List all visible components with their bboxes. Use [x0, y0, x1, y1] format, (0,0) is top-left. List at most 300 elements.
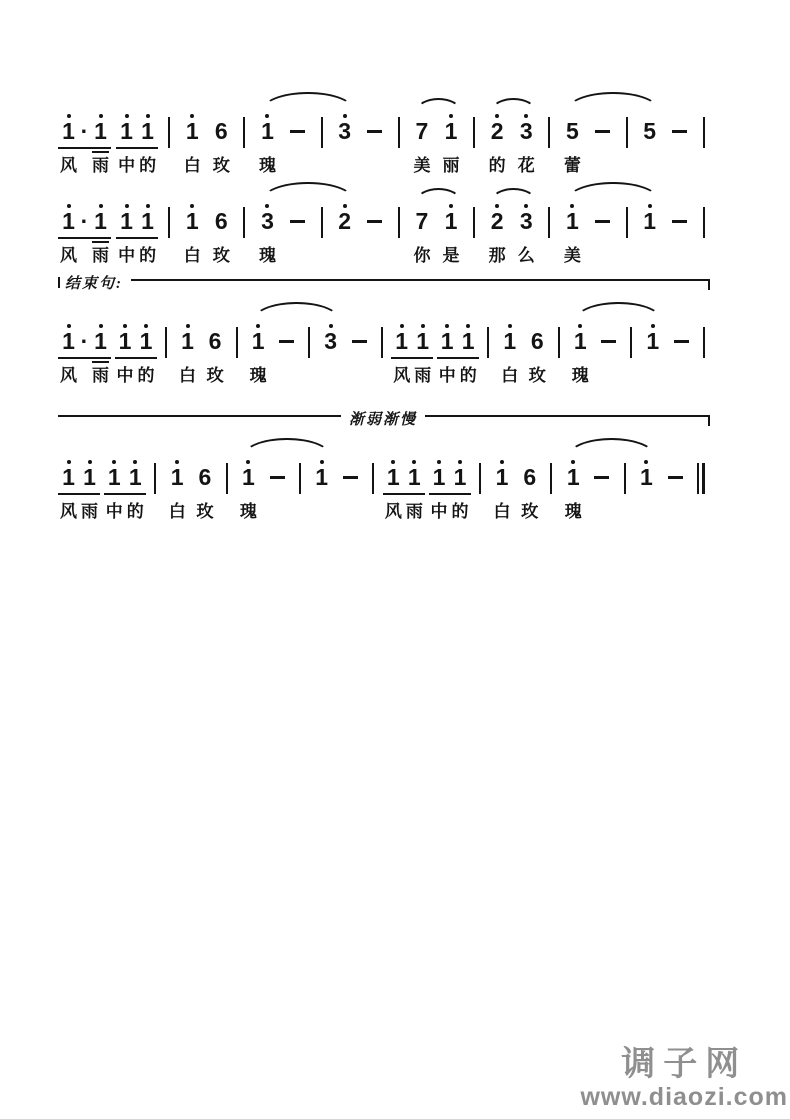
note [209, 110, 233, 178]
barline-stroke [243, 117, 245, 148]
barline [376, 320, 388, 358]
lyric-char: 美 [563, 246, 581, 265]
lyric-char: 丽 [442, 156, 460, 175]
dash-stroke [595, 220, 610, 223]
dash-stroke [672, 220, 687, 223]
note-number: 5 [643, 118, 657, 144]
note-number: 5 [566, 118, 579, 144]
note [90, 110, 111, 178]
eighth-underline [79, 147, 90, 149]
underline-zone [383, 491, 404, 500]
notation-row [58, 86, 710, 178]
note-number: 1 [94, 118, 107, 144]
lyric-char: 雨 [92, 156, 109, 175]
note [333, 200, 357, 268]
note-number: 1 [444, 208, 458, 234]
eighth-underline [429, 493, 450, 495]
eighth-underline [58, 357, 79, 359]
sixteenth-underline [92, 241, 109, 243]
barline-stroke [703, 207, 705, 238]
note-number: 1 [573, 328, 587, 354]
underline-zone [514, 145, 538, 154]
notation-row [58, 296, 710, 388]
underline-zone [437, 355, 458, 364]
lyric-char: 的 [451, 502, 469, 521]
note [498, 320, 522, 388]
duration-dash [668, 320, 694, 343]
slur-arc [261, 182, 354, 201]
barline [393, 110, 405, 148]
underline-zone [458, 355, 479, 364]
dash-stroke [367, 130, 382, 133]
rhythm-dot-glyph: · [80, 328, 89, 354]
note [319, 320, 343, 388]
lyric-char: 白 [179, 366, 197, 385]
underline-zone [404, 491, 425, 500]
dash-stroke [674, 340, 689, 343]
barline [553, 320, 565, 358]
note-number: 1 [83, 464, 96, 490]
note-number: 2 [490, 208, 504, 234]
lyric-char: 中 [105, 502, 123, 521]
barline-stroke [558, 327, 560, 358]
lyric-char: 么 [517, 246, 535, 265]
eighth-underline [58, 493, 79, 495]
lyric-char: 瑰 [249, 366, 267, 385]
note [439, 110, 463, 178]
underline-zone [125, 491, 146, 500]
underline-zone [485, 235, 509, 244]
underline-zone [255, 145, 279, 154]
dash-stroke [290, 220, 305, 223]
underline-zone [333, 145, 357, 154]
underline-zone [136, 355, 157, 364]
eighth-underline [404, 493, 425, 495]
note [58, 320, 79, 388]
note-number: 1 [407, 464, 421, 490]
barline-stroke [624, 463, 626, 494]
barline [221, 456, 233, 494]
barline-stroke [398, 117, 400, 148]
note-number: 6 [214, 208, 228, 234]
eighth-underline [58, 237, 79, 239]
lyric-char: 风 [60, 366, 77, 385]
barline-stroke [703, 117, 705, 148]
slur-arc [261, 92, 354, 111]
eighth-underline [58, 147, 79, 149]
lyric-char: 瑰 [571, 366, 589, 385]
lyric-char: 的 [139, 156, 157, 175]
underline-zone [90, 145, 111, 154]
eighth-underline [136, 357, 157, 359]
underline-zone [137, 145, 158, 154]
underline-zone [137, 235, 158, 244]
note [514, 110, 538, 178]
note [255, 200, 279, 268]
note [525, 320, 549, 388]
underline-zone [58, 235, 79, 244]
note [79, 456, 100, 524]
barline [238, 110, 250, 148]
note-number: 3 [324, 328, 338, 354]
barline [294, 456, 306, 494]
underline-zone [203, 355, 227, 364]
barline-stroke [226, 463, 228, 494]
section-header [58, 412, 710, 430]
slur-arc [567, 438, 656, 457]
note [255, 110, 279, 178]
note-number: 3 [338, 118, 352, 144]
note [439, 200, 463, 268]
note-number: 1 [120, 118, 133, 144]
barline-stroke [165, 327, 167, 358]
underline-zone [439, 235, 463, 244]
note [104, 456, 125, 524]
lyric-char: 你 [413, 246, 431, 265]
music-line [58, 276, 710, 388]
barline-stroke [243, 207, 245, 238]
lyric-char: 中 [430, 502, 448, 521]
note-number: 3 [519, 118, 533, 144]
note-number: 3 [519, 208, 533, 234]
note [125, 456, 146, 524]
underline-zone [439, 145, 463, 154]
barline [231, 320, 243, 358]
note-number: 1 [643, 208, 657, 234]
header-rule-right [131, 279, 710, 290]
barline [621, 200, 633, 238]
lyric-char: 白 [493, 502, 511, 521]
underline-zone [58, 355, 79, 364]
eighth-underline [450, 493, 471, 495]
note [165, 456, 189, 524]
note [485, 200, 509, 268]
barline-stroke [321, 207, 323, 238]
barline-stroke [372, 463, 374, 494]
note-number: 1 [120, 208, 133, 234]
note-number: 1 [62, 208, 75, 234]
music-line [58, 86, 710, 178]
underline-zone [410, 235, 434, 244]
lyric-char: 雨 [414, 366, 432, 385]
lyric-char: 白 [168, 502, 186, 521]
note-number: 1 [566, 208, 579, 234]
watermark-site-url: www.diaozi.com [580, 1083, 788, 1111]
eighth-underline [116, 237, 137, 239]
eighth-underline [90, 147, 111, 149]
underline-zone [429, 491, 450, 500]
lyric-char: 的 [126, 502, 144, 521]
underline-zone [116, 145, 137, 154]
note-number: 1 [251, 328, 265, 354]
barline-stroke [168, 207, 170, 238]
slur-arc [252, 302, 341, 321]
eighth-underline [125, 493, 146, 495]
note-number: 1 [416, 328, 430, 354]
note-number: 2 [338, 208, 352, 234]
note-number: 1 [62, 328, 75, 354]
underline-zone [209, 145, 233, 154]
eighth-underline [391, 357, 412, 359]
lyric-char: 风 [60, 502, 77, 521]
underline-zone [180, 145, 204, 154]
beam-group [104, 456, 146, 524]
note [246, 320, 270, 388]
dash-stroke [270, 476, 285, 479]
underline-zone [90, 355, 111, 364]
dash-stroke [595, 130, 610, 133]
note [561, 456, 585, 524]
note-number: 1 [440, 328, 454, 354]
note [429, 456, 450, 524]
slur-arc [491, 188, 536, 201]
note [490, 456, 514, 524]
note-number: 1 [395, 328, 409, 354]
note [137, 200, 158, 268]
dash-stroke [672, 130, 687, 133]
barline [367, 456, 379, 494]
underline-zone [176, 355, 200, 364]
notation-row [58, 176, 710, 268]
note-number: 1 [181, 328, 194, 354]
note-number: 1 [495, 464, 509, 490]
note [404, 456, 425, 524]
underline-zone [90, 235, 111, 244]
lyric-char: 雨 [92, 366, 109, 385]
note-number: 1 [444, 118, 458, 144]
note-number: 6 [198, 464, 212, 490]
beam-group [58, 200, 111, 268]
note-number: 1 [640, 464, 653, 490]
note-number: 1 [432, 464, 446, 490]
lyric-char: 白 [501, 366, 519, 385]
note [641, 320, 665, 388]
note-number: 6 [214, 118, 228, 144]
eighth-underline [90, 357, 111, 359]
thin-stroke [697, 463, 699, 494]
barline [238, 200, 250, 238]
underline-zone [634, 491, 658, 500]
eighth-underline [79, 493, 100, 495]
lyric-char: 玫 [212, 156, 230, 175]
eighth-underline [412, 357, 433, 359]
note [136, 320, 157, 388]
note [514, 200, 538, 268]
barline [316, 200, 328, 238]
lyric-char: 风 [393, 366, 411, 385]
barline [625, 320, 637, 358]
beam-group [437, 320, 479, 388]
lyric-char: 瑰 [564, 502, 582, 521]
note [90, 320, 111, 388]
note [90, 200, 111, 268]
barline-stroke [550, 463, 552, 494]
underline-zone [560, 145, 584, 154]
eighth-underline [137, 147, 158, 149]
barline-stroke [473, 207, 475, 238]
rhythm-dot-glyph: · [80, 118, 89, 144]
slur-arc [491, 98, 536, 111]
underline-zone [450, 491, 471, 500]
eighth-underline [90, 237, 111, 239]
note-number: 1 [503, 328, 517, 354]
slur-arc [242, 438, 331, 457]
note-number: 1 [646, 328, 660, 354]
note [638, 200, 662, 268]
note [560, 200, 584, 268]
underline-zone [209, 235, 233, 244]
barline [160, 320, 172, 358]
barline [149, 456, 161, 494]
underline-zone [638, 235, 662, 244]
note [518, 456, 542, 524]
music-line [58, 176, 710, 268]
note-number: 6 [523, 464, 537, 490]
barline-stroke [548, 117, 550, 148]
duration-dash [274, 320, 300, 343]
note-number: 1 [386, 464, 400, 490]
section-header [58, 276, 710, 294]
slur-arc [574, 302, 663, 321]
barline [543, 110, 555, 148]
slur-arc [416, 188, 461, 201]
note [391, 320, 412, 388]
beam-group [58, 456, 100, 524]
barline-stroke [548, 207, 550, 238]
eighth-underline [115, 357, 136, 359]
rhythm-dot [79, 110, 90, 178]
note [568, 320, 592, 388]
barline-stroke [236, 327, 238, 358]
lyric-char: 的 [488, 156, 506, 175]
lyric-char: 雨 [92, 246, 109, 265]
underline-zone [79, 355, 90, 364]
note-number: 6 [208, 328, 222, 354]
underline-zone [490, 491, 514, 500]
note-number: 7 [415, 118, 429, 144]
underline-zone [236, 491, 260, 500]
eighth-underline [137, 237, 158, 239]
lyric-char: 瑰 [258, 246, 276, 265]
underline-zone [498, 355, 522, 364]
note [310, 456, 334, 524]
beam-group [116, 200, 158, 268]
slur-arc [566, 182, 659, 201]
lyric-char: 玫 [521, 502, 539, 521]
note [236, 456, 260, 524]
note-number: 1 [128, 464, 142, 490]
beam-group [116, 110, 158, 178]
duration-dash [589, 456, 615, 479]
sixteenth-underline [92, 361, 109, 363]
barline-stroke [381, 327, 383, 358]
beam-group [429, 456, 471, 524]
note [137, 110, 158, 178]
underline-zone [165, 491, 189, 500]
note [58, 200, 79, 268]
note [560, 110, 584, 178]
barline-stroke [626, 117, 628, 148]
slur-arc [566, 92, 659, 111]
underline-zone [514, 235, 538, 244]
lyric-char: 美 [413, 156, 431, 175]
barline [621, 110, 633, 148]
lyric-char: 雨 [405, 502, 423, 521]
note [410, 110, 434, 178]
note [203, 320, 227, 388]
underline-zone [560, 235, 584, 244]
duration-dash [662, 456, 688, 479]
lyric-char: 的 [459, 366, 477, 385]
note-number: 7 [415, 208, 429, 234]
barline-stroke [479, 463, 481, 494]
note [634, 456, 658, 524]
barline-stroke [487, 327, 489, 358]
duration-dash [362, 110, 388, 133]
note-number: 1 [62, 464, 75, 490]
rhythm-dot-glyph: · [80, 208, 89, 234]
barline [543, 200, 555, 238]
header-rule-right [425, 415, 710, 426]
note-number: 1 [242, 464, 255, 490]
barline-stroke [630, 327, 632, 358]
barline [619, 456, 631, 494]
barline [303, 320, 315, 358]
note-number: 1 [261, 118, 274, 144]
eighth-underline [458, 357, 479, 359]
barline [482, 320, 494, 358]
note [58, 456, 79, 524]
barline-stroke [154, 463, 156, 494]
underline-zone [333, 235, 357, 244]
note-number: 1 [566, 464, 580, 490]
section-label: 渐弱渐慢 [349, 412, 418, 428]
underline-zone [79, 235, 90, 244]
underline-zone [568, 355, 592, 364]
dash-stroke [279, 340, 294, 343]
eighth-underline [383, 493, 404, 495]
note [410, 200, 434, 268]
barline-stroke [308, 327, 310, 358]
note [437, 320, 458, 388]
watermark [580, 1046, 788, 1111]
note [193, 456, 217, 524]
duration-dash [346, 320, 372, 343]
duration-dash [589, 200, 615, 223]
barline [698, 110, 710, 148]
note-number: 1 [315, 464, 328, 490]
eighth-underline [104, 493, 125, 495]
beam-group [383, 456, 425, 524]
note [412, 320, 433, 388]
dash-stroke [352, 340, 367, 343]
section-label: 结束句: [65, 276, 123, 292]
dash-stroke [343, 476, 358, 479]
barline-stroke [703, 327, 705, 358]
lyric-char: 白 [183, 156, 201, 175]
rhythm-dot [79, 320, 90, 388]
lyric-char: 玫 [212, 246, 230, 265]
slur-arc [416, 98, 461, 111]
barline-stroke [398, 207, 400, 238]
barline [316, 110, 328, 148]
barline-stroke [299, 463, 301, 494]
note [116, 110, 137, 178]
note-number: 1 [107, 464, 121, 490]
lyric-char: 瑰 [258, 156, 276, 175]
underline-zone [255, 235, 279, 244]
note-number: 1 [94, 208, 107, 234]
